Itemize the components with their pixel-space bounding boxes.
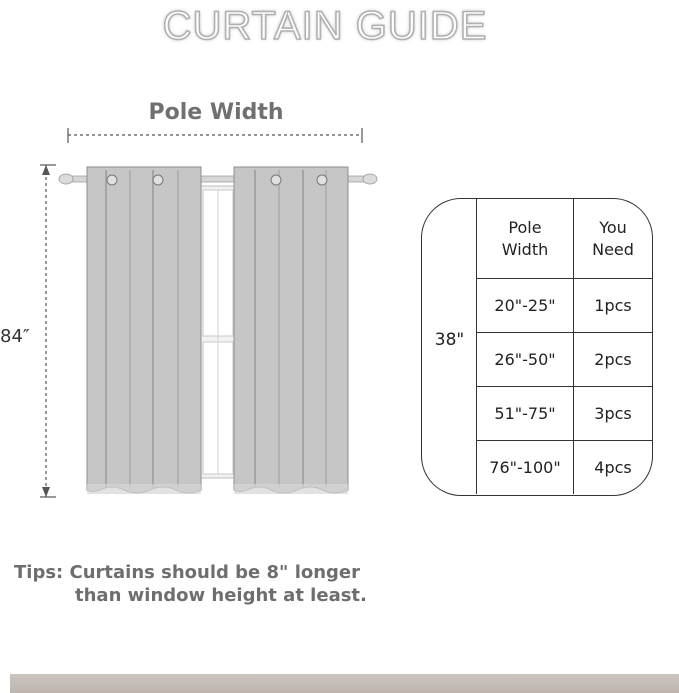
pole-width-cell: 51"-75": [477, 387, 574, 441]
pole-width-label: Pole Width: [148, 100, 284, 125]
table-row: [477, 279, 653, 333]
tips-line-2: than window height at least.: [75, 585, 367, 606]
page-title: CURTAIN GUIDE: [162, 4, 488, 48]
pole-width-cell: 20"-25": [477, 279, 574, 333]
curtain-width-label: 38": [434, 330, 465, 350]
table-row: [477, 441, 653, 495]
tips-text: [14, 561, 367, 607]
tips-line-1: Tips: Curtains should be 8" longer: [14, 562, 361, 583]
table-row: [477, 387, 653, 441]
header-you-need-label: You Need: [592, 217, 634, 259]
quantity-cell: 1pcs: [574, 279, 653, 333]
pole-width-cell: 26"-50": [477, 333, 574, 387]
size-chart: [421, 198, 653, 496]
pole-width-dimension-line: [68, 128, 362, 143]
pole-width-cell: 76"-100": [477, 441, 574, 495]
quantity-cell: 2pcs: [574, 333, 653, 387]
header-pole-width: [477, 199, 574, 279]
window: [200, 186, 236, 478]
header-you-need: [574, 199, 653, 279]
quantity-cell: 4pcs: [574, 441, 653, 495]
right-curtain-panel: [234, 167, 348, 494]
curtain-length-dimension-line: [40, 165, 56, 497]
header-pole-width-label: Pole Width: [501, 217, 549, 259]
quantity-cell: 3pcs: [574, 387, 653, 441]
left-curtain-panel: [87, 167, 201, 494]
curtain-length-label: 84″: [0, 326, 30, 347]
table-row: [477, 333, 653, 387]
floor-strip: [10, 674, 679, 693]
table-header-row: [477, 199, 653, 279]
size-chart-table: [476, 198, 652, 494]
